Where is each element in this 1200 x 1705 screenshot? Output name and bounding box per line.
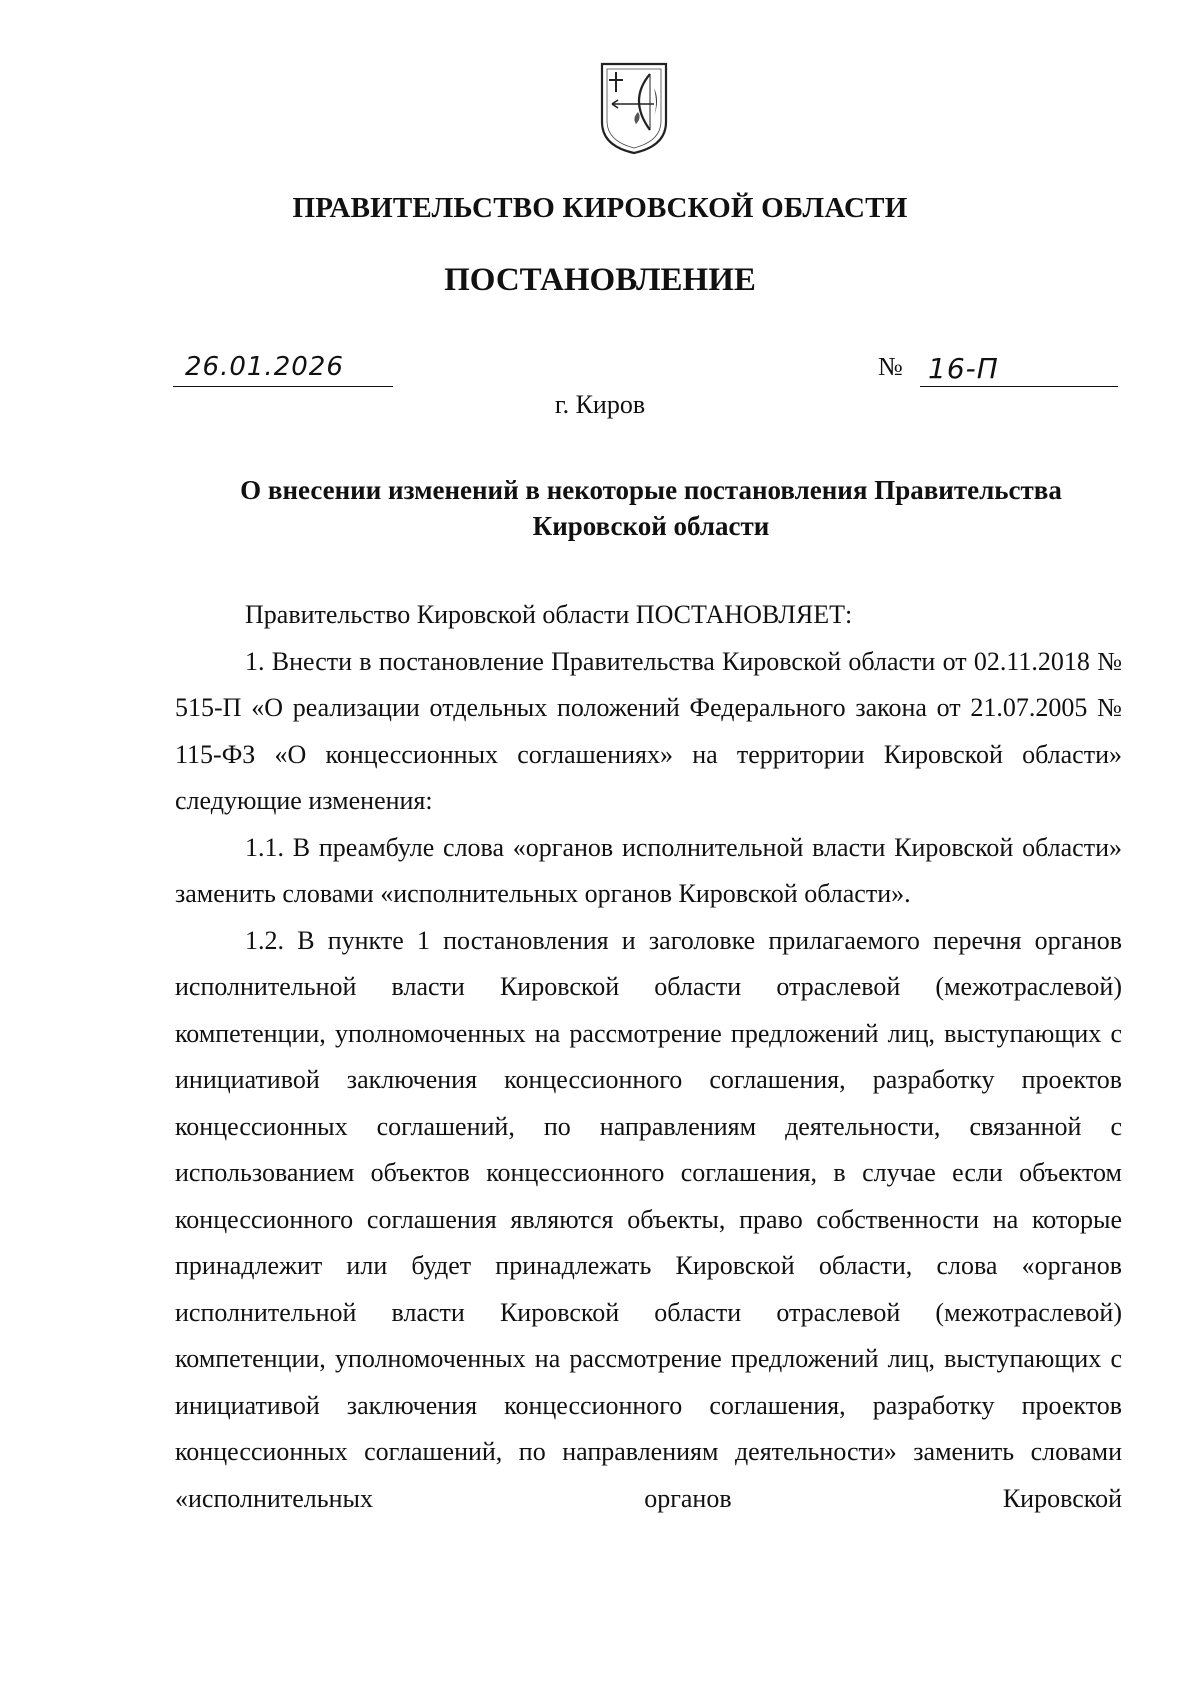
body-paragraph: Правительство Кировской области ПОСТАНОВЛЯЕТ: bbox=[245, 600, 853, 629]
number-field bbox=[878, 352, 1118, 386]
city-name: г. Киров bbox=[554, 390, 646, 419]
handwritten-date: 26.01.2026 bbox=[185, 352, 344, 382]
subject-line-2: Кировской области bbox=[532, 511, 770, 541]
date-field bbox=[173, 352, 393, 387]
organization-title: ПРАВИТЕЛЬСТВО КИРОВСКОЙ ОБЛАСТИ bbox=[292, 192, 908, 224]
body-paragraph: 1. Внести в постановление Правительства Кировской области от 02.11.2018 № 515-П «О реализации отдельных положений Федерального закона от 21.07.2005 № 115-ФЗ «О концессионных соглашениях» на территории Кировской области» следующие изменения: bbox=[175, 646, 1122, 815]
subject-line-1: О внесении изменений в некоторые постановления Правительства bbox=[240, 475, 1062, 505]
kirov-coat-of-arms-icon bbox=[598, 60, 670, 156]
body-paragraph: 1.2. В пункте 1 постановления и заголовке прилагаемого перечня органов исполнительной власти Кировской области отраслевой (межотраслевой) компетенции, уполномоченных на рассмотрение предложений лиц, выступающих с инициативой заключения концессионного соглашения, разработку проектов концессионных соглашений, по направлениям деятельности, связанной с использованием объектов концессионного соглашения, в случае если объектом концессионного соглашения являются объекты, право собственности на которые принадлежит или будет принадлежать Кировской области, слова «органов исполнительной власти Кировской области отраслевой (межотраслевой) компетенции, уполномоченных на рассмотрение предложений лиц, выступающих с инициативой заключения концессионного соглашения, разработку проектов концессионных соглашений, по направлениям деятельности» заменить словами «исполнительных органов Кировской bbox=[175, 925, 1122, 1513]
document-subject bbox=[180, 472, 1122, 544]
handwritten-number: 16-П bbox=[928, 352, 999, 385]
number-line bbox=[920, 352, 1118, 387]
body-paragraph: 1.1. В преамбуле слова «органов исполнительной власти Кировской области» заменить словами «исполнительных органов Кировской области». bbox=[175, 832, 1122, 908]
document-type: ПОСТАНОВЛЕНИЕ bbox=[444, 262, 756, 298]
document-body bbox=[175, 592, 1122, 1522]
number-sign: № bbox=[878, 352, 903, 381]
